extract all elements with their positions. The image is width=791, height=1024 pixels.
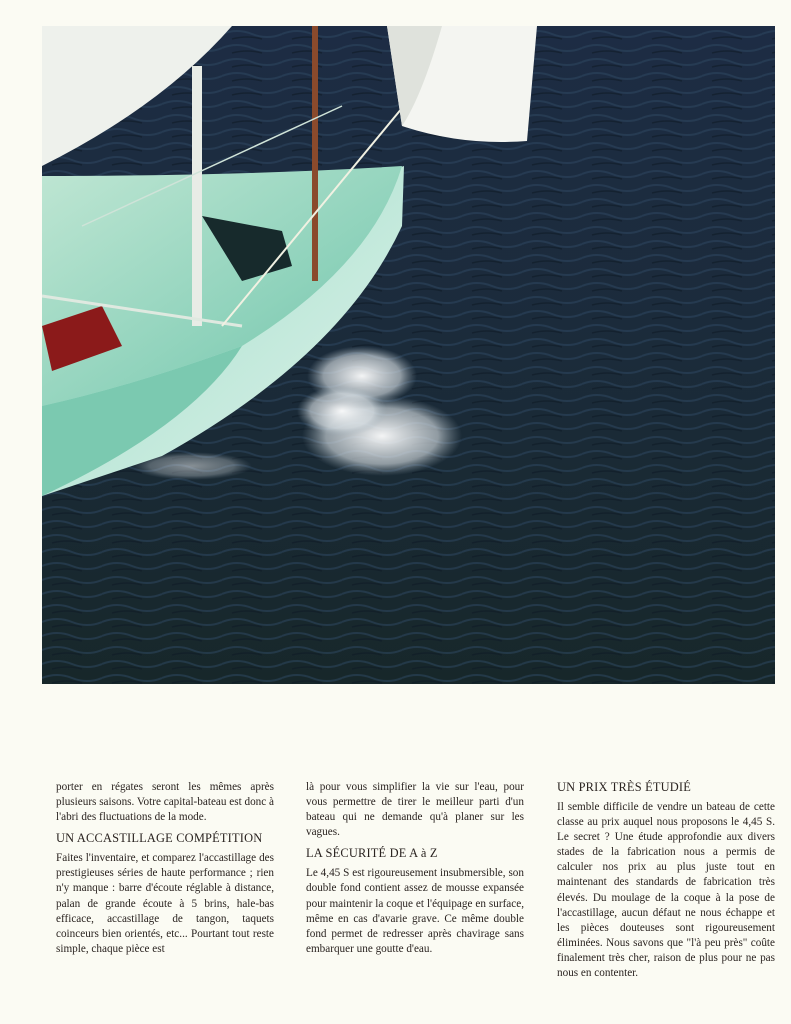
heading-securite: LA SÉCURITÉ DE A à Z bbox=[306, 846, 438, 861]
heading-accastillage: UN ACCASTILLAGE COMPÉTITION bbox=[56, 831, 263, 846]
paragraph-body: Il semble difficile de vendre un bateau de cette classe au prix auquel nous proposons le 4,45 S. Le secret ? Une étude approfondie aux divers stades de la fabrication nous a permis de calculer nos prix au plus juste tout en maintenant des standards de fabrication très élevés. Du moulage de la coque à la pose de l'accastillage, aucun défaut ne nous échappe et les pièces douteuses sont rigoureusement éliminées. Nous savons que "l'à peu près" coûte finalement très cher, raison de plus pour ne pas nous en contenter. bbox=[557, 801, 775, 980]
paragraph-lead: porter en régates seront les mêmes après plusieurs saisons. Votre capital-bateau est donc à l'abri des fluctuations de la mode. bbox=[56, 781, 274, 824]
text-column-2 bbox=[306, 780, 524, 957]
sailboat-photo bbox=[42, 26, 775, 684]
heading-prix: UN PRIX TRÈS ÉTUDIÉ bbox=[557, 780, 692, 794]
text-column-3 bbox=[557, 780, 775, 981]
paragraph-lead: là pour vous simplifier la vie sur l'eau, pour vous permettre de tirer le meilleur parti d'un bateau qui ne demande qu'à planer sur les vagues. bbox=[306, 781, 524, 839]
text-column-1 bbox=[56, 780, 274, 957]
paragraph-body: Faites l'inventaire, et comparez l'accastillage des prestigieuses séries de haute performance ; rien n'y manque : barre d'écoute réglable à distance, palan de grande écoute à 5 brins, hale-bas efficace, accastillage de tangon, taquets coinceurs bien orientés, etc... Pourtant tout reste simple, chaque pièce est bbox=[56, 852, 274, 955]
paragraph-body: Le 4,45 S est rigoureusement insubmersible, son double fond contient assez de mousse expansée pour maintenir la coque et l'équipage en surface, même en cas d'avarie grave. Ce même double fond permet de redresser après chavirage sans embarquer une goutte d'eau. bbox=[306, 867, 524, 955]
